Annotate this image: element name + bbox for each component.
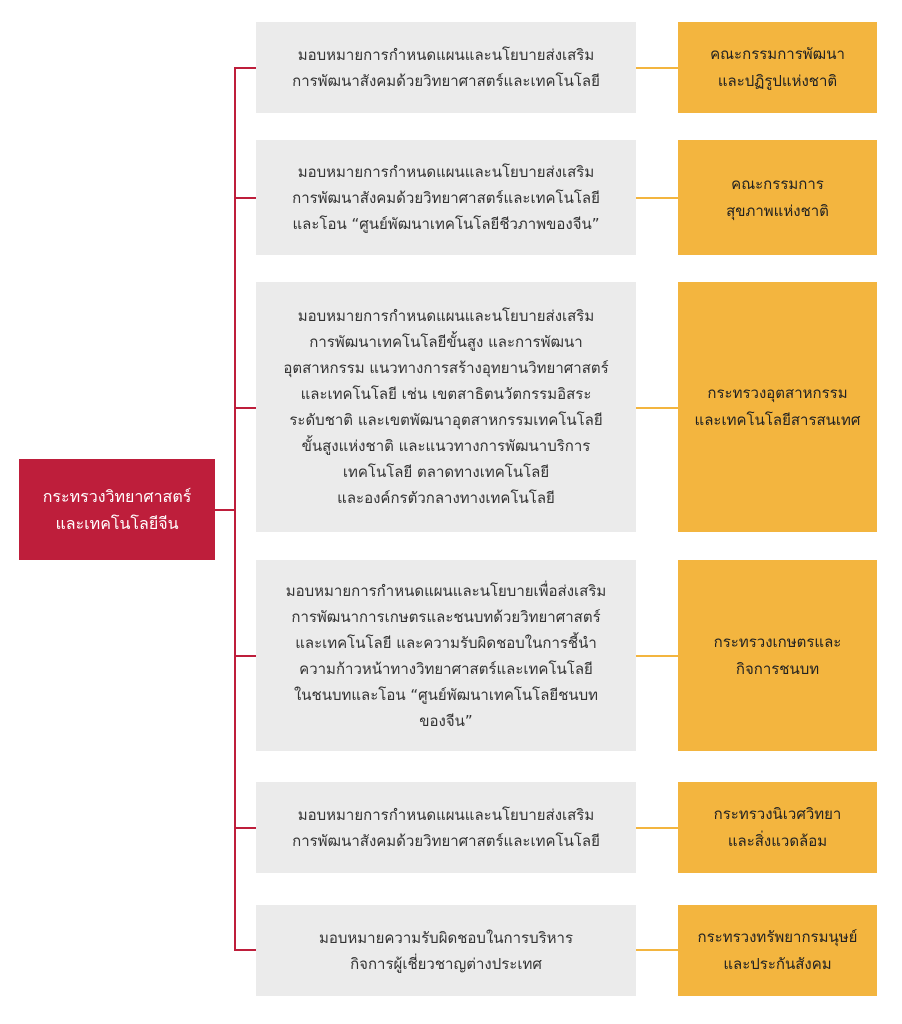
description-line: และโอน “ศูนย์พัฒนาเทคโนโลยีชีวภาพของจีน” bbox=[292, 214, 600, 233]
organization-box-6 bbox=[678, 905, 877, 996]
organization-line: และสิ่งแวดล้อม bbox=[727, 831, 828, 850]
description-line: มอบหมายการกำหนดแผนและนโยบายเพื่อส่งเสริม bbox=[285, 581, 607, 600]
root-connector bbox=[215, 509, 235, 511]
description-box-5 bbox=[256, 782, 636, 873]
organization-line: กิจการชนบท bbox=[735, 659, 820, 678]
description-line: มอบหมายการกำหนดแผนและนโยบายส่งเสริม bbox=[297, 805, 595, 824]
organization-box-3 bbox=[678, 282, 877, 532]
branch-2 bbox=[234, 197, 256, 199]
connector-3 bbox=[636, 407, 678, 409]
connector-1 bbox=[636, 67, 678, 69]
connector-4 bbox=[636, 655, 678, 657]
description-line: ในชนบทและโอน “ศูนย์พัฒนาเทคโนโลยีชนบท bbox=[293, 685, 599, 704]
description-box-3 bbox=[256, 282, 636, 532]
description-box-4 bbox=[256, 560, 636, 751]
root-label-line-2: และเทคโนโลยีจีน bbox=[55, 513, 179, 533]
description-line: ความก้าวหน้าทางวิทยาศาสตร์และเทคโนโลยี bbox=[299, 659, 593, 678]
description-line: การพัฒนาสังคมด้วยวิทยาศาสตร์และเทคโนโลยี bbox=[292, 831, 600, 850]
organization-line: และปฏิรูปแห่งชาติ bbox=[717, 71, 838, 90]
description-line: ของจีน” bbox=[419, 711, 473, 730]
description-line: การพัฒนาการเกษตรและชนบทด้วยวิทยาศาสตร์ bbox=[291, 607, 601, 626]
branch-1 bbox=[234, 67, 256, 69]
organization-box-2 bbox=[678, 140, 877, 255]
description-line: การพัฒนาสังคมด้วยวิทยาศาสตร์และเทคโนโลยี bbox=[292, 188, 600, 207]
description-line: การพัฒนาสังคมด้วยวิทยาศาสตร์และเทคโนโลยี bbox=[292, 71, 600, 90]
organization-line: คณะกรรมการพัฒนา bbox=[710, 44, 845, 63]
description-line: และเทคโนโลยี และความรับผิดชอบในการชี้นำ bbox=[295, 633, 597, 652]
description-line: และองค์กรตัวกลางทางเทคโนโลยี bbox=[337, 489, 555, 507]
description-line: มอบหมายความรับผิดชอบในการบริหาร bbox=[318, 928, 574, 947]
organization-line: และประกันสังคม bbox=[723, 954, 832, 973]
description-line: เทคโนโลยี ตลาดทางเทคโนโลยี bbox=[342, 463, 550, 481]
branch-3 bbox=[234, 407, 256, 409]
organization-box-4 bbox=[678, 560, 877, 751]
description-line: อุตสาหกรรม แนวทางการสร้างอุทยานวิทยาศาสตร์ bbox=[283, 359, 609, 377]
connector-6 bbox=[636, 949, 678, 951]
description-line: และเทคโนโลยี เช่น เขตสาธิตนวัตกรรมอิสระ bbox=[300, 385, 592, 403]
branch-5 bbox=[234, 827, 256, 829]
organization-box-1 bbox=[678, 22, 877, 113]
organization-line: กระทรวงทรัพยากรมนุษย์ bbox=[697, 927, 858, 946]
organization-line: กระทรวงเกษตรและ bbox=[713, 632, 842, 651]
description-box-6 bbox=[256, 905, 636, 996]
organization-line: กระทรวงนิเวศวิทยา bbox=[713, 804, 842, 823]
organization-line: คณะกรรมการ bbox=[731, 174, 824, 193]
description-line: ระดับชาติ และเขตพัฒนาอุตสาหกรรมเทคโนโลยี bbox=[289, 411, 603, 429]
organization-box-5 bbox=[678, 782, 877, 873]
description-line: กิจการผู้เชี่ยวชาญต่างประเทศ bbox=[350, 954, 542, 973]
branch-4 bbox=[234, 655, 256, 657]
connector-5 bbox=[636, 827, 678, 829]
organization-line: สุขภาพแห่งชาติ bbox=[726, 201, 829, 220]
description-line: ขั้นสูงแห่งชาติ และแนวทางการพัฒนาบริการ bbox=[301, 437, 591, 455]
description-box-1 bbox=[256, 22, 636, 113]
tree-trunk bbox=[234, 67, 236, 951]
root-node bbox=[19, 459, 215, 560]
description-line: มอบหมายการกำหนดแผนและนโยบายส่งเสริม bbox=[297, 307, 595, 325]
organization-line: กระทรวงอุตสาหกรรม bbox=[707, 384, 848, 402]
description-line: การพัฒนาเทคโนโลยีขั้นสูง และการพัฒนา bbox=[309, 333, 583, 351]
description-box-2 bbox=[256, 140, 636, 255]
root-label-line-1: กระทรวงวิทยาศาสตร์ bbox=[42, 486, 192, 506]
description-line: มอบหมายการกำหนดแผนและนโยบายส่งเสริม bbox=[297, 162, 595, 181]
connector-2 bbox=[636, 197, 678, 199]
organization-line: และเทคโนโลยีสารสนเทศ bbox=[694, 411, 861, 429]
branch-6 bbox=[234, 949, 256, 951]
description-line: มอบหมายการกำหนดแผนและนโยบายส่งเสริม bbox=[297, 45, 595, 64]
